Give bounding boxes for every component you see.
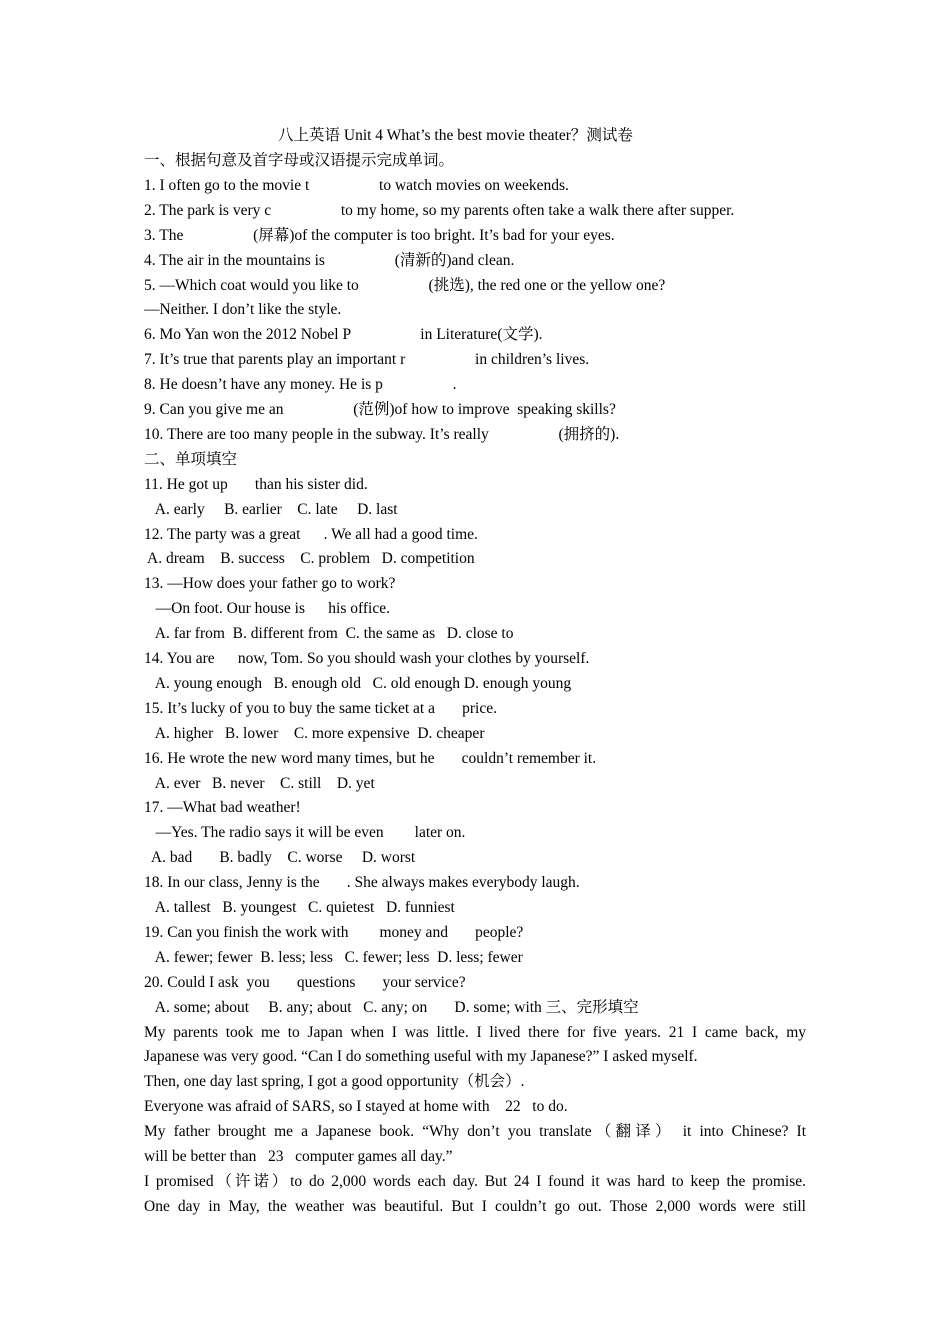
doc-title: 八上英语 Unit 4 What’s the best movie theater？测试卷 bbox=[278, 127, 633, 144]
text-line: Japanese was very good. “Can I do something useful with my Japanese?” I asked myself. bbox=[144, 1048, 698, 1066]
text-line: A. young enough B. enough old C. old enough D. enough young bbox=[144, 674, 572, 692]
text-line: —Yes. The radio says it will be even later on. bbox=[144, 824, 466, 842]
text-line: One day in May, the weather was beautiful. But I couldn’t go out. Those 2,000 words were still bbox=[144, 1197, 806, 1215]
text-line: —On foot. Our house is his office. bbox=[144, 600, 390, 618]
text-line: A. some; about B. any; about C. any; on D. some; with 三、完形填空 bbox=[144, 998, 639, 1016]
text-line: 4. The air in the mountains is (清新的)and clean. bbox=[144, 251, 515, 269]
text-line: A. fewer; fewer B. less; less C. fewer; less D. less; fewer bbox=[144, 948, 523, 966]
text-line: 11. He got up than his sister did. bbox=[144, 475, 368, 493]
text-line: 二、单项填空 bbox=[144, 450, 238, 468]
text-line: A. higher B. lower C. more expensive D. cheaper bbox=[144, 724, 485, 742]
text-line: A. far from B. different from C. the same as D. close to bbox=[144, 625, 514, 643]
text-line: 10. There are too many people in the subway. It’s really (拥挤的). bbox=[144, 425, 620, 443]
text-line: A. tallest B. youngest C. quietest D. funniest bbox=[144, 899, 455, 916]
text-line: 18. In our class, Jenny is the . She always makes everybody laugh. bbox=[144, 874, 580, 892]
text-line: A. dream B. success C. problem D. competition bbox=[144, 550, 475, 568]
text-line: 7. It’s true that parents play an important r in children’s lives. bbox=[144, 351, 590, 369]
text-line: 5. —Which coat would you like to (挑选), the red one or the yellow one? bbox=[144, 276, 666, 294]
text-line: 3. The (屏幕)of the computer is too bright. It’s bad for your eyes. bbox=[144, 226, 615, 244]
text-line: 15. It’s lucky of you to buy the same ticket at a price. bbox=[144, 699, 497, 717]
text-line: Everyone was afraid of SARS, so I stayed at home with 22 to do. bbox=[144, 1098, 568, 1116]
text-line: 9. Can you give me an (范例)of how to improve speaking skills? bbox=[144, 401, 616, 418]
text-line: My father brought me a Japanese book. “Why don’t you translate（翻译） it into Chinese? It bbox=[144, 1123, 806, 1141]
text-line: 8. He doesn’t have any money. He is p . bbox=[144, 376, 457, 394]
text-line: 6. Mo Yan won the 2012 Nobel P in Literature(文学). bbox=[144, 326, 543, 344]
text-line: 一、根据句意及首字母或汉语提示完成单词。 bbox=[144, 152, 455, 169]
text-line: I promised（许诺）to do 2,000 words each day. But 24 I found it was hard to keep the promise. bbox=[144, 1172, 806, 1190]
text-line: —Neither. I don’t like the style. bbox=[144, 301, 342, 319]
text-line: My parents took me to Japan when I was little. I lived there for five years. 21 I came back, my bbox=[144, 1023, 806, 1041]
text-line: 14. You are now, Tom. So you should wash your clothes by yourself. bbox=[144, 650, 590, 667]
text-line: will be better than 23 computer games all day.” bbox=[144, 1148, 453, 1165]
text-line: 16. He wrote the new word many times, but he couldn’t remember it. bbox=[144, 749, 597, 767]
text-line: 2. The park is very c to my home, so my parents often take a walk there after supper. bbox=[144, 201, 735, 219]
text-line: 13. —How does your father go to work? bbox=[144, 575, 396, 593]
text-line: A. early B. earlier C. late D. last bbox=[144, 500, 398, 518]
text-line: A. ever B. never C. still D. yet bbox=[144, 774, 375, 792]
text-line: Then, one day last spring, I got a good opportunity（机会）. bbox=[144, 1073, 525, 1091]
text-line: 20. Could I ask you questions your service? bbox=[144, 973, 466, 991]
text-line: 12. The party was a great . We all had a good time. bbox=[144, 525, 478, 543]
text-line: 19. Can you finish the work with money and people? bbox=[144, 923, 524, 941]
text-line: 1. I often go to the movie t to watch movies on weekends. bbox=[144, 176, 569, 194]
text-line: 17. —What bad weather! bbox=[144, 799, 301, 817]
text-line: A. bad B. badly C. worse D. worst bbox=[144, 849, 416, 867]
